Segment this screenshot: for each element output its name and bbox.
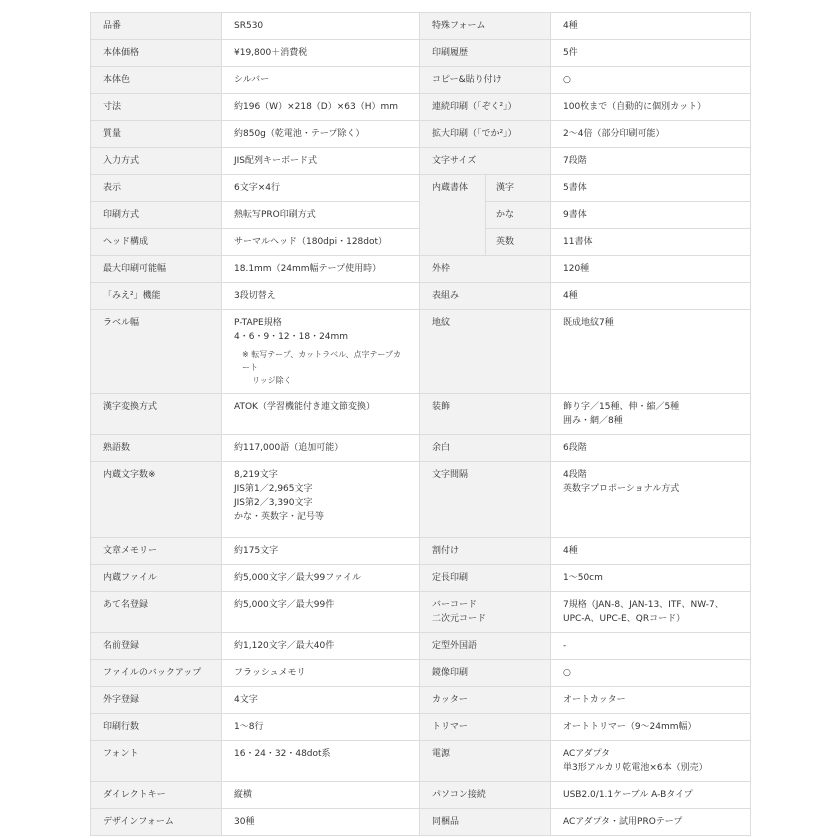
- spec-label: ラベル幅: [91, 310, 222, 394]
- spec-label: 最大印刷可能幅: [91, 256, 222, 283]
- spec-value: 5書体: [551, 175, 751, 202]
- spec-value: 約850g（乾電池・テープ除く）: [222, 121, 420, 148]
- spec-label: 「みえ²」機能: [91, 283, 222, 310]
- spec-value-line: 4・6・9・12・18・24mm: [234, 332, 349, 342]
- table-row: [91, 782, 751, 809]
- spec-value: 9書体: [551, 202, 751, 229]
- spec-label: 表示: [91, 175, 222, 202]
- table-row: [91, 565, 751, 592]
- spec-value: 既成地紋7種: [551, 310, 751, 394]
- spec-value: ACアダプタ・試用PROテープ: [551, 809, 751, 836]
- spec-value-line: 8,219文字: [234, 470, 278, 480]
- table-row: [91, 256, 751, 283]
- spec-value-line: P-TAPE規格: [234, 318, 282, 328]
- spec-label: 内蔵文字数※: [91, 462, 222, 538]
- spec-value: 120種: [551, 256, 751, 283]
- spec-label: デザインフォーム: [91, 809, 222, 836]
- spec-value-multiline: [551, 592, 751, 633]
- spec-value: 2〜4倍（部分印刷可能）: [551, 121, 751, 148]
- spec-value: ¥19,800＋消費税: [222, 40, 420, 67]
- spec-sublabel: 漢字: [486, 175, 551, 202]
- spec-label: 文章メモリー: [91, 538, 222, 565]
- spec-value: 4種: [551, 538, 751, 565]
- spec-value: オートカッター: [551, 687, 751, 714]
- spec-sublabel: 英数: [486, 229, 551, 256]
- spec-value: シルバー: [222, 67, 420, 94]
- spec-label-line: 二次元コード: [432, 614, 487, 624]
- table-row: [91, 40, 751, 67]
- spec-label: 鏡像印刷: [420, 660, 551, 687]
- spec-value-line: 囲み・網／8種: [563, 416, 623, 426]
- spec-sublabel: かな: [486, 202, 551, 229]
- spec-value: 1〜8行: [222, 714, 420, 741]
- spec-label: 印刷方式: [91, 202, 222, 229]
- spec-label: 入力方式: [91, 148, 222, 175]
- spec-value: 16・24・32・48dot系: [222, 741, 420, 782]
- spec-label: 表組み: [420, 283, 551, 310]
- spec-value-line: 飾り字／15種、伸・縮／5種: [563, 402, 680, 412]
- table-row: [91, 462, 751, 538]
- spec-value-multiline: [551, 741, 751, 782]
- table-row: [91, 741, 751, 782]
- spec-value-line: UPC-A、UPC-E、QRコード）: [563, 614, 686, 624]
- spec-value: 縦横: [222, 782, 420, 809]
- spec-value: SR530: [222, 13, 420, 40]
- spec-value: 1〜50cm: [551, 565, 751, 592]
- spec-value: ATOK（学習機能付き連文節変換）: [222, 394, 420, 435]
- table-row: [91, 687, 751, 714]
- spec-value-line: 4段階: [563, 470, 587, 480]
- table-row: [91, 310, 751, 394]
- spec-label: 特殊フォーム: [420, 13, 551, 40]
- spec-label: カッター: [420, 687, 551, 714]
- spec-label: 印刷行数: [91, 714, 222, 741]
- spec-value-line: 単3形アルカリ乾電池×6本（別売）: [563, 763, 708, 773]
- spec-value: 約5,000文字／最大99ファイル: [222, 565, 420, 592]
- spec-label: 割付け: [420, 538, 551, 565]
- spec-label: 余白: [420, 435, 551, 462]
- spec-value-line: JIS第2／3,390文字: [234, 498, 313, 508]
- spec-value-line: 英数字プロポーショナル方式: [563, 484, 680, 494]
- table-row: [91, 435, 751, 462]
- spec-value: JIS配列キーボード式: [222, 148, 420, 175]
- spec-value: 6段階: [551, 435, 751, 462]
- table-row: [91, 148, 751, 175]
- table-row: [91, 592, 751, 633]
- table-row: [91, 633, 751, 660]
- spec-label: パソコン接続: [420, 782, 551, 809]
- spec-label: 外枠: [420, 256, 551, 283]
- spec-label: 定型外国語: [420, 633, 551, 660]
- spec-value-multiline: [551, 462, 751, 538]
- spec-value: 30種: [222, 809, 420, 836]
- spec-label: 文字間隔: [420, 462, 551, 538]
- spec-value-line: かな・英数字・記号等: [234, 512, 325, 522]
- spec-label: トリマー: [420, 714, 551, 741]
- spec-value: 100枚まで（自動的に個別カット）: [551, 94, 751, 121]
- spec-value: 4種: [551, 283, 751, 310]
- table-row: [91, 67, 751, 94]
- spec-value-multiline: [551, 394, 751, 435]
- table-row: [91, 175, 751, 202]
- spec-table: [90, 12, 751, 836]
- spec-label: 名前登録: [91, 633, 222, 660]
- spec-label-line: バーコード: [432, 600, 478, 610]
- table-row: [91, 660, 751, 687]
- spec-value: フラッシュメモリ: [222, 660, 420, 687]
- spec-value: 約117,000語（追加可能）: [222, 435, 420, 462]
- spec-label: 印刷履歴: [420, 40, 551, 67]
- spec-value: 6文字×4行: [222, 175, 420, 202]
- spec-value: サーマルヘッド（180dpi・128dot）: [222, 229, 420, 256]
- spec-label: フォント: [91, 741, 222, 782]
- spec-value: 4種: [551, 13, 751, 40]
- spec-label: 外字登録: [91, 687, 222, 714]
- spec-label: 漢字変換方式: [91, 394, 222, 435]
- spec-value-line: ACアダプタ: [563, 749, 611, 759]
- spec-value: ○: [551, 660, 751, 687]
- spec-value: 約196（W）×218（D）×63（H）mm: [222, 94, 420, 121]
- spec-value: 3段切替え: [222, 283, 420, 310]
- table-row: [91, 809, 751, 836]
- spec-value: 5件: [551, 40, 751, 67]
- spec-value: 4文字: [222, 687, 420, 714]
- footnote-line: ※ 転写テープ、カットラベル、点字テープカート: [242, 350, 402, 372]
- table-row: [91, 394, 751, 435]
- spec-footnote: [234, 348, 407, 387]
- spec-label: ファイルのバックアップ: [91, 660, 222, 687]
- spec-label: コピー&貼り付け: [420, 67, 551, 94]
- footnote-line: リッジ除く: [252, 376, 292, 385]
- spec-label: 文字サイズ: [420, 148, 551, 175]
- spec-label: 本体色: [91, 67, 222, 94]
- spec-label: 内蔵ファイル: [91, 565, 222, 592]
- spec-label: 電源: [420, 741, 551, 782]
- spec-value: USB2.0/1.1ケーブル A-Bタイプ: [551, 782, 751, 809]
- spec-value: 約175文字: [222, 538, 420, 565]
- spec-label: 内蔵書体: [420, 175, 486, 256]
- spec-label: 定長印刷: [420, 565, 551, 592]
- table-row: [91, 13, 751, 40]
- spec-label-multiline: [420, 592, 551, 633]
- spec-value: -: [551, 633, 751, 660]
- spec-value: 7段階: [551, 148, 751, 175]
- spec-label: 質量: [91, 121, 222, 148]
- spec-label: 連続印刷（「ぞく²」）: [420, 94, 551, 121]
- spec-value-multiline: [222, 310, 420, 394]
- spec-value: 熱転写PRO印刷方式: [222, 202, 420, 229]
- table-row: [91, 538, 751, 565]
- table-row: [91, 714, 751, 741]
- spec-table-container: [90, 12, 751, 836]
- spec-label: 拡大印刷（「でか²」）: [420, 121, 551, 148]
- table-row: [91, 94, 751, 121]
- spec-label: ダイレクトキー: [91, 782, 222, 809]
- spec-label: 地紋: [420, 310, 551, 394]
- spec-label: 装飾: [420, 394, 551, 435]
- spec-label: ヘッド構成: [91, 229, 222, 256]
- spec-label: 寸法: [91, 94, 222, 121]
- spec-value: 約1,120文字／最大40件: [222, 633, 420, 660]
- spec-value: 18.1mm（24mm幅テープ使用時）: [222, 256, 420, 283]
- table-row: [91, 283, 751, 310]
- spec-label: 本体価格: [91, 40, 222, 67]
- spec-value: ○: [551, 67, 751, 94]
- spec-label: 同梱品: [420, 809, 551, 836]
- spec-value: 11書体: [551, 229, 751, 256]
- spec-label: 熟語数: [91, 435, 222, 462]
- spec-value-line: 7規格（JAN-8、JAN-13、ITF、NW-7、: [563, 600, 724, 610]
- spec-value-multiline: [222, 462, 420, 538]
- spec-value: オートトリマー（9〜24mm幅）: [551, 714, 751, 741]
- table-row: [91, 121, 751, 148]
- spec-value-line: JIS第1／2,965文字: [234, 484, 313, 494]
- spec-label: あて名登録: [91, 592, 222, 633]
- spec-label: 品番: [91, 13, 222, 40]
- spec-value: 約5,000文字／最大99件: [222, 592, 420, 633]
